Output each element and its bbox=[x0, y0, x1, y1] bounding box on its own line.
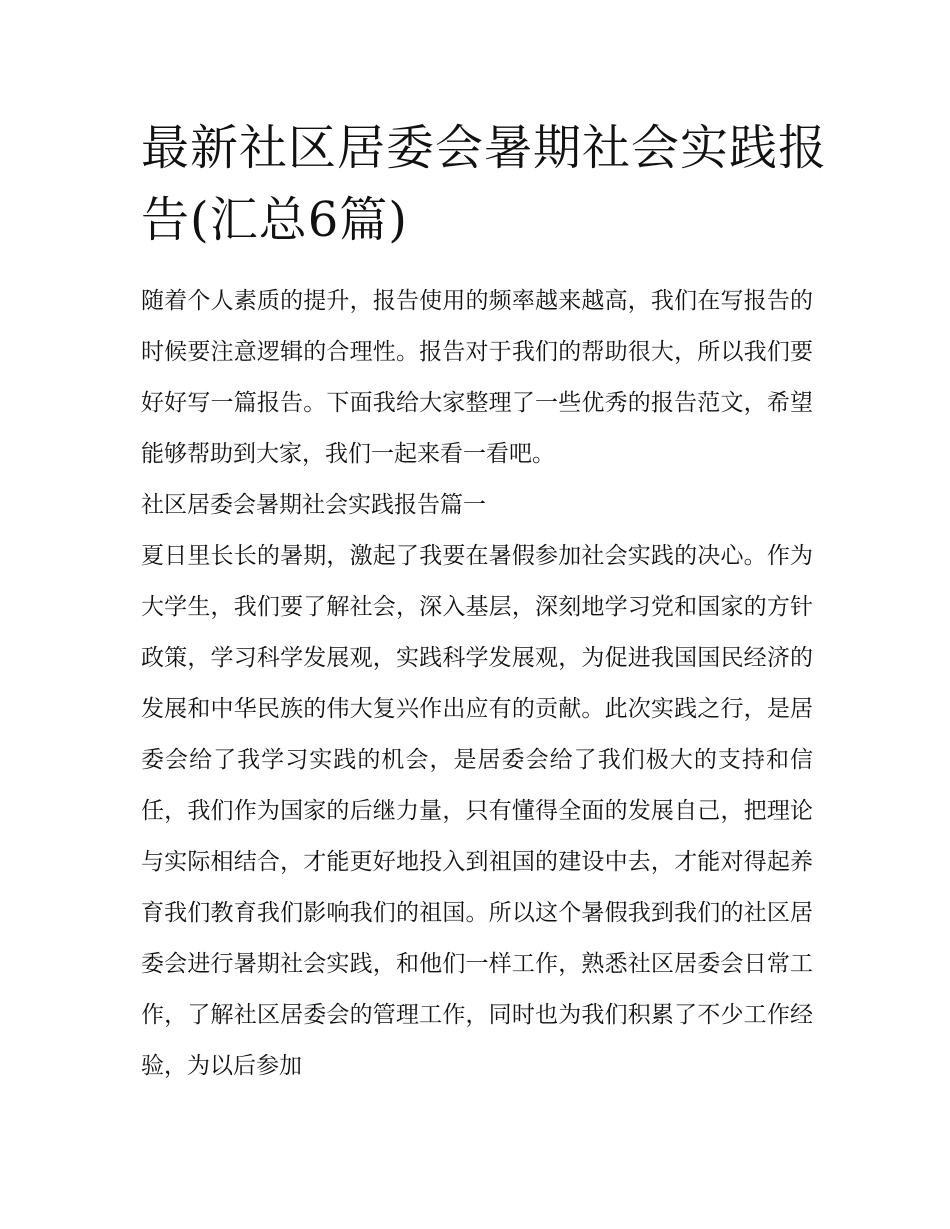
intro-paragraph: 随着个人素质的提升，报告使用的频率越来越高，我们在写报告的时候要注意逻辑的合理性。报告对于我们的帮助很大，所以我们要好好写一篇报告。下面我给大家整理了一些优秀的报告范文，希望能够帮助到大家，我们一起来看一看吧。 bbox=[141, 288, 813, 467]
section-paragraph: 夏日里长长的暑期，激起了我要在暑假参加社会实践的决心。作为大学生，我们要了解社会，深入基层，深刻地学习党和国家的方针政策，学习科学发展观，实践科学发展观，为促进我国国民经济的发展和中华民族的伟大复兴作出应有的贡献。此次实践之行，是居委会给了我学习实践的机会，是居委会给了我们极大的支持和信任，我们作为国家的后继力量，只有懂得全面的发展自己，把理论与实际相结合，才能更好地投入到祖国的建设中去，才能对得起养育我们教育我们影响我们的祖国。所以这个暑假我到我们的社区居委会进行暑期社会实践，和他们一样工作，熟悉社区居委会日常工作，了解社区居委会的管理工作，同时也为我们积累了不少工作经验，为以后参加 bbox=[141, 543, 813, 1079]
document-title: 最新社区居委会暑期社会实践报告(汇总6篇) bbox=[141, 120, 828, 248]
section-heading: 社区居委会暑期社会实践报告篇一 bbox=[141, 492, 486, 518]
